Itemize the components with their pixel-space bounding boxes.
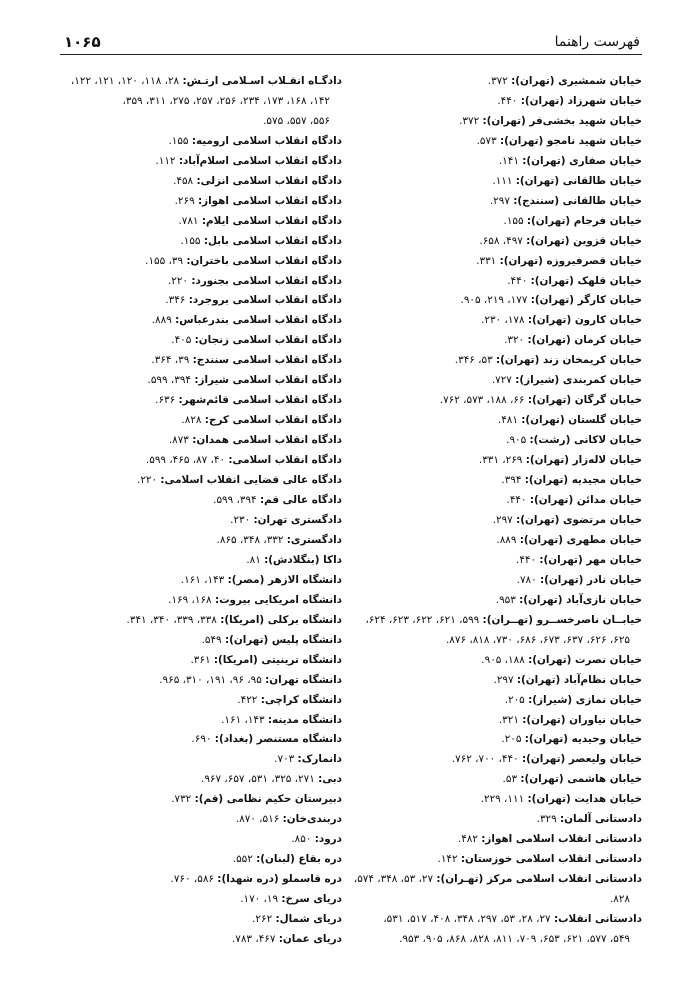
index-term: دادگاه عالی قضایی انقلاب اسلامی: bbox=[160, 474, 342, 487]
index-pages: ۵۱۶، ۸۷۰. bbox=[235, 813, 280, 826]
index-pages: ۳۹، ۳۶۴. bbox=[151, 354, 190, 367]
index-entry bbox=[60, 252, 342, 272]
index-entry bbox=[60, 770, 342, 790]
index-entry bbox=[60, 132, 342, 152]
index-entry bbox=[60, 391, 342, 411]
index-pages: ۲۹۷. bbox=[493, 673, 514, 686]
index-pages: ۵۴۹. bbox=[201, 633, 222, 646]
index-pages-continued: ۶۲۵، ۶۲۶، ۶۳۷، ۶۷۳، ۶۸۶، ۷۳۰، ۸۱۸، ۸۷۶. bbox=[445, 633, 630, 646]
index-term: خیابان نیاوران (تهران): bbox=[522, 713, 642, 726]
index-entry bbox=[362, 152, 642, 172]
index-term: دادستانی انقلاب اسلامی اهواز: bbox=[481, 833, 642, 846]
index-entry bbox=[60, 291, 342, 311]
index-term: خیابان قلهک (تهران): bbox=[530, 274, 642, 287]
index-pages: ۳۲۹. bbox=[536, 813, 557, 826]
index-pages: ۲۷، ۵۳، ۳۴۸، ۵۷۴، bbox=[353, 873, 434, 886]
index-entry bbox=[362, 132, 642, 152]
index-term: خیابان لاله‌زار (تهران): bbox=[525, 454, 642, 467]
index-pages: ۲۸، ۱۱۸، ۱۲۰، ۱۲۱، ۱۲۲، bbox=[70, 75, 180, 87]
index-entry bbox=[60, 511, 342, 531]
index-pages: ۱۱۱. bbox=[492, 174, 513, 187]
index-pages: ۴۰، ۸۷، ۴۶۵، ۵۹۹. bbox=[145, 454, 226, 467]
index-pages: ۱۵۵. bbox=[168, 134, 189, 147]
index-entry bbox=[362, 750, 642, 770]
index-pages: ۴۰۵. bbox=[171, 334, 192, 347]
index-term: خیابان فرجام (تهران): bbox=[526, 214, 642, 227]
index-entry bbox=[60, 730, 342, 750]
index-pages: ۲۹۷. bbox=[492, 513, 513, 526]
index-term: دادستانی انقلاب اسلامی مرکز (تهـران): bbox=[436, 873, 642, 886]
index-entry bbox=[60, 152, 342, 172]
index-term: خیابان کریمخان زند (تهران): bbox=[496, 354, 642, 367]
index-pages: ۹۰۵. bbox=[506, 434, 527, 447]
index-pages: ۱۷۸، ۲۳۰. bbox=[481, 314, 525, 327]
index-entry bbox=[60, 311, 342, 331]
index-term: خیابان شهرزاد (تهران): bbox=[520, 94, 642, 107]
index-entry bbox=[362, 770, 642, 790]
index-term: خیابان شهید نامجو (تهران): bbox=[499, 134, 642, 147]
index-term: دادگـاه انقـلاب اسـلامی ارتـش: bbox=[182, 75, 342, 87]
index-pages: ۳۳۲، ۳۴۸، ۸۶۵. bbox=[216, 533, 284, 546]
index-entry bbox=[362, 311, 642, 331]
index-entry bbox=[60, 192, 342, 212]
index-entry bbox=[60, 331, 342, 351]
index-term: درود: bbox=[314, 833, 342, 846]
index-term: دانشگاه کراچی: bbox=[260, 693, 342, 706]
index-pages: ۴۲۲. bbox=[237, 693, 258, 706]
index-pages: ۴۸۲. bbox=[457, 833, 478, 846]
index-pages: ۷۳۲. bbox=[171, 793, 192, 806]
index-pages: ۱۵۵. bbox=[180, 234, 201, 247]
index-term: خیابان شمشیری (تهران): bbox=[511, 75, 642, 87]
index-pages: ۴۸۱. bbox=[497, 414, 518, 427]
index-entry bbox=[362, 471, 642, 491]
index-column-left bbox=[60, 72, 342, 950]
index-entry bbox=[60, 172, 342, 192]
index-pages: ۳۲۱. bbox=[498, 713, 519, 726]
index-pages: ۵۵۲. bbox=[232, 853, 253, 866]
index-term: خیابان نظام‌آباد (تهران): bbox=[516, 673, 642, 686]
index-pages: ۹۵۳. bbox=[495, 593, 516, 606]
index-term: خیابان هدایت (تهران): bbox=[527, 793, 642, 806]
index-entry bbox=[60, 272, 342, 292]
index-term: دادگاه انقلاب اسلامی بجنورد: bbox=[191, 274, 342, 287]
index-entry bbox=[60, 571, 342, 591]
index-term: خیابان شهید بخشی‌فر (تهران): bbox=[482, 114, 642, 127]
index-pages: ۵۳، ۳۴۶. bbox=[454, 354, 493, 367]
index-term: دریای سرخ: bbox=[281, 893, 342, 906]
index-entry bbox=[60, 691, 342, 711]
index-entry bbox=[362, 72, 642, 92]
index-entry bbox=[362, 850, 642, 870]
index-entry bbox=[362, 371, 642, 391]
index-entry bbox=[362, 451, 642, 471]
index-term: خیابــان ناصرخســرو (تهــران): bbox=[482, 613, 642, 626]
index-pages: ۴۴۰. bbox=[516, 553, 537, 566]
index-pages: ۲۹۷. bbox=[489, 194, 510, 207]
index-term: خیابان قصرفیروزه (تهران): bbox=[499, 254, 642, 267]
index-term: دبیرستان حکیم نظامی (قم): bbox=[194, 793, 342, 806]
index-term: دادگاه انقلاب اسلامی قائم‌شهر: bbox=[178, 394, 342, 407]
index-entry bbox=[362, 92, 642, 112]
index-entry bbox=[60, 72, 342, 132]
index-term: خیابان طالقانی (سنندج): bbox=[513, 194, 642, 207]
index-pages: ۶۹۰. bbox=[191, 733, 212, 746]
index-term: خیابان مهر (تهران): bbox=[539, 553, 642, 566]
index-pages: ۸۵۰. bbox=[291, 833, 312, 846]
index-pages: ۲۶۹. bbox=[174, 194, 195, 207]
index-entry bbox=[362, 491, 642, 511]
index-entry bbox=[362, 711, 642, 731]
index-pages: ۱۱۱، ۲۲۹. bbox=[480, 793, 525, 806]
index-term: دادگاه انقلاب اسلامی کرج: bbox=[204, 414, 342, 427]
index-term: دانشگاه پلیس (تهران): bbox=[224, 633, 342, 646]
index-pages: ۲۳۰. bbox=[230, 513, 251, 526]
index-pages: ۷۸۰. bbox=[516, 573, 537, 586]
index-term: خیابان کرمان (تهران): bbox=[527, 334, 642, 347]
index-entry bbox=[362, 730, 642, 750]
index-entry bbox=[362, 830, 642, 850]
index-term: دانمارک: bbox=[297, 753, 342, 766]
running-title: فهرست راهنما bbox=[554, 34, 640, 50]
index-entry bbox=[60, 790, 342, 810]
index-term: خیابان لاکانی (رشت): bbox=[529, 434, 642, 447]
index-pages: ۲۷۱، ۳۲۵، ۵۳۱، ۶۵۷، ۹۶۷. bbox=[201, 773, 315, 786]
index-term: خیابان طالقانی (تهران): bbox=[515, 174, 642, 187]
index-pages: ۶۳۶. bbox=[155, 394, 176, 407]
index-pages: ۱۹، ۱۷۰. bbox=[240, 893, 279, 906]
index-pages: ۴۴۰. bbox=[507, 274, 528, 287]
index-pages: ۱۷۷، ۲۱۹، ۹۰۵. bbox=[460, 294, 528, 307]
index-pages: ۸۸۹. bbox=[151, 314, 172, 327]
index-pages: ۱۸۸، ۹۰۵. bbox=[481, 653, 525, 666]
index-pages: ۲۰۵. bbox=[501, 733, 522, 746]
index-term: دادگستری تهران: bbox=[253, 513, 342, 526]
index-entry bbox=[60, 750, 342, 770]
index-term: دادگاه انقلاب اسلامی شیراز: bbox=[194, 374, 342, 387]
index-term: خیابان مدائن (تهران): bbox=[529, 494, 642, 507]
index-term: دانشگاه مستنصر (بغداد): bbox=[214, 733, 342, 746]
index-pages: ۹۵، ۹۶، ۱۹۱، ۳۱۰، ۹۶۵. bbox=[159, 673, 262, 686]
index-term: دادگاه انقلاب اسلامی باختران: bbox=[186, 254, 342, 267]
index-pages-continued: ۵۴۹، ۵۷۷، ۶۲۱، ۶۵۳، ۷۰۹، ۸۱۱، ۸۲۸، ۸۶۸، ۹۰۵، ۹۵۳. bbox=[399, 932, 630, 945]
index-pages: ۴۹۷، ۶۵۸. bbox=[479, 234, 523, 247]
index-term: خیابان مطهری (تهران): bbox=[519, 533, 642, 546]
index-entry bbox=[362, 411, 642, 431]
index-pages: ۴۴۰. bbox=[506, 494, 527, 507]
index-term: خیابان نمازی (شیراز): bbox=[528, 693, 642, 706]
index-entry bbox=[60, 551, 342, 571]
index-term: دادگاه انقلاب اسلامی همدان: bbox=[192, 434, 342, 447]
index-entry bbox=[362, 910, 642, 950]
index-pages: ۴۵۸. bbox=[173, 174, 194, 187]
index-entry bbox=[60, 830, 342, 850]
index-term: دربندی‌خان: bbox=[282, 813, 342, 826]
index-entry bbox=[60, 711, 342, 731]
index-entry bbox=[60, 212, 342, 232]
index-pages: ۳۹۴، ۵۹۹. bbox=[213, 494, 257, 507]
index-term: دادگاه انقلاب اسلامی اهواز: bbox=[197, 194, 342, 207]
index-entry bbox=[362, 611, 642, 651]
index-pages: ۳۷۲. bbox=[459, 114, 480, 127]
index-term: دادگستری: bbox=[286, 533, 342, 546]
index-entry bbox=[362, 571, 642, 591]
index-pages: ۲۶۹، ۳۳۱. bbox=[478, 454, 523, 467]
index-entry bbox=[362, 651, 642, 671]
index-term: خیابان گلستان (تهران): bbox=[521, 414, 642, 427]
index-entry bbox=[60, 651, 342, 671]
index-pages: ۳۹۴. bbox=[501, 474, 522, 487]
index-entry bbox=[60, 890, 342, 910]
index-entry bbox=[60, 591, 342, 611]
index-term: دانشگاه تهران: bbox=[265, 673, 342, 686]
index-entry bbox=[362, 431, 642, 451]
index-entry bbox=[362, 511, 642, 531]
index-pages: ۲۷، ۲۸، ۵۳، ۲۹۷، ۳۴۸، ۴۰۸، ۵۱۷، ۵۳۱، bbox=[383, 913, 551, 926]
index-entry bbox=[60, 411, 342, 431]
index-term: دادگاه انقلاب اسلامی ارومیه: bbox=[191, 134, 342, 147]
index-pages: ۳۹، ۱۵۵. bbox=[145, 254, 184, 267]
index-term: دادگاه انقلاب اسلامی سنندج: bbox=[192, 354, 342, 367]
index-column-right bbox=[353, 72, 642, 950]
index-term: خیابان قزوین (تهران): bbox=[526, 234, 642, 247]
index-entry bbox=[362, 810, 642, 830]
index-entry bbox=[362, 252, 642, 272]
index-term: دره قاسملو (دره شهدا): bbox=[217, 873, 342, 886]
page-header bbox=[60, 28, 642, 55]
index-pages: ۳۹۴، ۵۹۹. bbox=[147, 374, 192, 387]
index-pages: ۵۷۳. bbox=[476, 134, 497, 147]
index-term: خیابان صفاری (تهران): bbox=[522, 154, 642, 167]
index-pages: ۲۰۵. bbox=[504, 693, 525, 706]
index-pages: ۴۴۰. bbox=[497, 94, 518, 107]
index-term: دریای شمال: bbox=[275, 913, 342, 926]
index-entry bbox=[60, 671, 342, 691]
index-term: خیابان نصرت (تهران): bbox=[528, 653, 642, 666]
index-entry bbox=[362, 790, 642, 810]
index-pages: ۳۷۲. bbox=[487, 75, 508, 87]
index-pages: ۱۵۵. bbox=[503, 214, 524, 227]
page-number: ۱۰۶۵ bbox=[64, 33, 101, 51]
index-term: خیابان نازی‌آباد (تهران): bbox=[519, 593, 642, 606]
index-pages: ۷۰۳. bbox=[274, 753, 295, 766]
index-term: دادگاه انقلاب اسلامی بابل: bbox=[203, 234, 342, 247]
index-term: دانشگاه ترینیتی (امریکا): bbox=[213, 653, 342, 666]
index-term: دادگاه انقلاب اسلامی انزلی: bbox=[196, 174, 342, 187]
index-term: دادگاه عالی قم: bbox=[259, 494, 342, 507]
index-pages: ۴۶۷، ۷۸۳. bbox=[231, 932, 276, 945]
index-entry bbox=[60, 451, 342, 471]
index-term: دادگاه انقلاب اسلامی اسلام‌آباد: bbox=[178, 154, 342, 167]
index-term: دریای عمان: bbox=[278, 932, 342, 945]
index-term: خیابان نادر (تهران): bbox=[540, 573, 642, 586]
index-pages: ۱۶۸، ۱۶۹. bbox=[168, 593, 212, 606]
index-term: خیابان کارگر (تهران): bbox=[530, 294, 642, 307]
index-entry bbox=[362, 531, 642, 551]
index-term: دادستانی انقلاب اسلامی خوزستان: bbox=[460, 853, 642, 866]
index-entry bbox=[60, 431, 342, 451]
index-term: دانشگاه الازهر (مصر): bbox=[227, 573, 342, 586]
index-term: خیابان کارون (تهران): bbox=[527, 314, 642, 327]
index-pages: ۸۲۸. bbox=[181, 414, 202, 427]
index-pages: ۳۶۱. bbox=[190, 653, 211, 666]
index-pages-continued: ۸۲۸. bbox=[609, 893, 630, 906]
index-entry bbox=[362, 291, 642, 311]
index-pages: ۸۷۳. bbox=[168, 434, 189, 447]
index-entry bbox=[60, 611, 342, 631]
index-pages: ۳۴۶. bbox=[165, 294, 186, 307]
index-term: داکا (بنگلادش): bbox=[264, 553, 342, 566]
index-pages: ۱۴۱. bbox=[498, 154, 519, 167]
index-entry bbox=[362, 351, 642, 371]
index-term: خیابان هاشمی (تهران): bbox=[520, 773, 642, 786]
index-term: دادگاه انقلاب اسلامی بندرعباس: bbox=[175, 314, 342, 327]
index-entry bbox=[353, 870, 642, 910]
index-entry bbox=[362, 591, 642, 611]
index-entry bbox=[60, 232, 342, 252]
index-entry bbox=[60, 810, 342, 830]
index-pages: ۱۴۳، ۱۶۱. bbox=[180, 573, 225, 586]
index-pages-continued: ۱۴۲، ۱۶۸، ۱۷۳، ۲۳۴، ۲۵۶، ۲۵۷، ۲۷۵، ۳۱۱، ۳۵۹، bbox=[122, 94, 330, 107]
index-pages: ۲۲۰. bbox=[167, 274, 189, 287]
index-entry bbox=[362, 232, 642, 252]
index-term: دادگاه انقلاب اسلامی زنجان: bbox=[194, 334, 342, 347]
index-term: خیابان وحیدیه (تهران): bbox=[524, 733, 642, 746]
index-pages: ۳۳۱. bbox=[476, 254, 497, 267]
index-entry bbox=[60, 531, 342, 551]
index-pages: ۶۶، ۱۸۸، ۵۷۳، ۷۶۲. bbox=[439, 394, 525, 407]
index-pages: ۱۱۲. bbox=[155, 154, 176, 167]
index-term: دانشگاه امریکایی بیروت: bbox=[214, 593, 342, 606]
index-term: خیابان مجیدیه (تهران): bbox=[524, 474, 642, 487]
index-entry bbox=[362, 691, 642, 711]
index-entry bbox=[60, 491, 342, 511]
index-entry bbox=[60, 371, 342, 391]
index-entry bbox=[60, 351, 342, 371]
index-term: دادگاه انقلاب اسلامی بروجرد: bbox=[188, 294, 342, 307]
index-pages: ۷۲۷. bbox=[491, 374, 512, 387]
index-entry bbox=[362, 192, 642, 212]
index-term: دادگاه انقلاب اسلامی: bbox=[228, 454, 342, 467]
index-entry bbox=[362, 331, 642, 351]
index-term: دادستانی انقلاب: bbox=[553, 913, 642, 926]
index-term: دانشگاه مدینه: bbox=[267, 713, 342, 726]
index-entry bbox=[362, 172, 642, 192]
index-term: دانشگاه برکلی (امریکا): bbox=[220, 613, 342, 626]
index-entry bbox=[362, 272, 642, 292]
index-term: دبی: bbox=[318, 773, 342, 786]
index-pages-continued: ۵۵۶، ۵۵۷، ۵۷۵. bbox=[263, 114, 330, 127]
index-entry bbox=[60, 850, 342, 870]
index-pages: ۳۳۸، ۳۳۹، ۳۴۰، ۳۴۱. bbox=[126, 613, 217, 626]
index-entry bbox=[362, 551, 642, 571]
index-entry bbox=[60, 910, 342, 930]
index-entry bbox=[362, 212, 642, 232]
index-pages: ۷۸۱. bbox=[178, 214, 199, 227]
index-term: خیابان کمربندی (شیراز): bbox=[515, 374, 642, 387]
index-entry bbox=[60, 471, 342, 491]
index-pages: ۱۴۳، ۱۶۱. bbox=[221, 713, 265, 726]
index-term: خیابان مرتضوی (تهران): bbox=[516, 513, 642, 526]
index-term: دادگاه انقلاب اسلامی ایلام: bbox=[201, 214, 342, 227]
index-pages: ۴۴۰، ۷۰۰، ۷۶۲. bbox=[451, 753, 519, 766]
index-entry bbox=[60, 870, 342, 890]
index-entry bbox=[60, 631, 342, 651]
index-pages: ۸۸۹. bbox=[496, 533, 517, 546]
index-term: خیابان گرگان (تهران): bbox=[527, 394, 642, 407]
index-pages: ۲۲۰. bbox=[137, 474, 158, 487]
index-pages: ۱۴۲. bbox=[437, 853, 458, 866]
index-entry bbox=[362, 112, 642, 132]
index-pages: ۳۲۰. bbox=[504, 334, 525, 347]
index-pages: ۲۶۲. bbox=[252, 913, 273, 926]
index-pages: ۵۹۹، ۶۲۱، ۶۲۲، ۶۲۳، ۶۲۴، bbox=[365, 613, 480, 626]
index-pages: ۵۳. bbox=[502, 773, 518, 786]
index-term: خیابان ولیعصر (تهران): bbox=[521, 753, 642, 766]
index-entry bbox=[362, 391, 642, 411]
index-entry bbox=[60, 930, 342, 950]
index-pages: ۸۱. bbox=[246, 553, 261, 566]
index-pages: ۵۸۶، ۷۶۰. bbox=[170, 873, 214, 886]
index-term: دره بقاع (لبنان): bbox=[256, 853, 342, 866]
index-entry bbox=[362, 671, 642, 691]
index-term: دادستانی آلمان: bbox=[560, 813, 642, 826]
